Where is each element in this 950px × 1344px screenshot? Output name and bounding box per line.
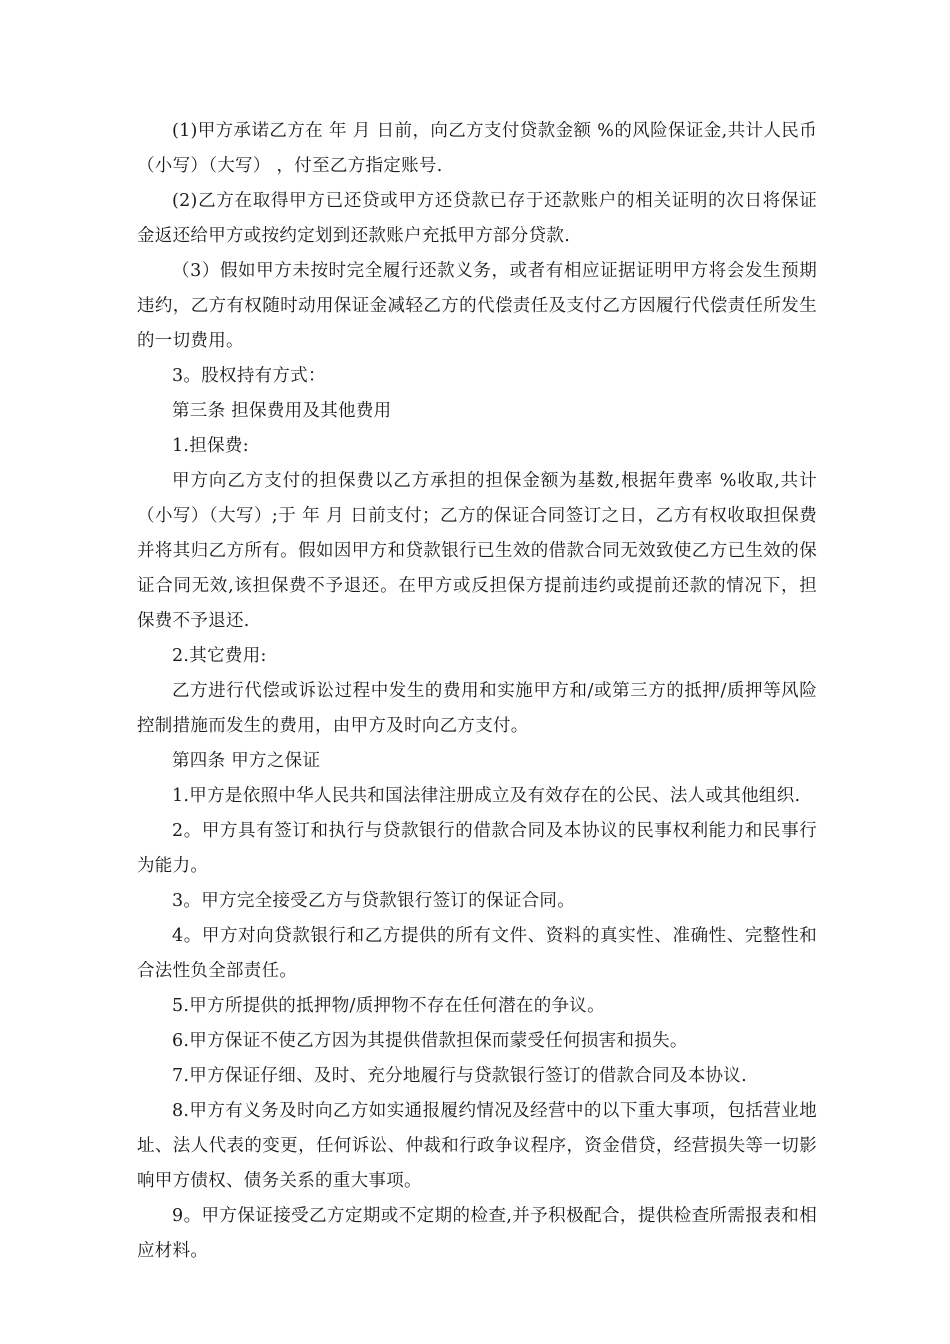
warranty-item-9: 9。甲方保证接受乙方定期或不定期的检查,并予积极配合，提供检查所需报表和相应材料。	[137, 1206, 817, 1261]
paragraph-guarantee-fee: 甲方向乙方支付的担保费以乙方承担的担保金额为基数,根据年费率 %收取,共计（小写）（大写）;于 年 月 日前支付；乙方的保证合同签订之日，乙方有权收取担保费并将其归乙方所有。假如因甲方和贷款银行已生效的借款合同无效致使乙方已生效的保证合同无效,该担保费不予退还。在甲方或反担保方提前违约或提前还款的情况下，担保费不予退还.	[137, 471, 817, 631]
paragraph-deposit-return: (2)乙方在取得甲方已还贷或甲方还贷款已存于还款账户的相关证明的次日将保证金返还给甲方或按约定划到还款账户充抵甲方部分贷款.	[137, 191, 817, 246]
guarantee-fee-heading: 1.担保费:	[172, 436, 249, 456]
warranty-item-1: 1.甲方是依照中华人民共和国法律注册成立及有效存在的公民、法人或其他组织.	[172, 786, 801, 806]
document-body	[137, 114, 817, 1269]
paragraph-equity-holding: 3。股权持有方式：	[172, 366, 326, 386]
article-4-heading: 第四条 甲方之保证	[172, 751, 321, 771]
paragraph-other-fees: 乙方进行代偿或诉讼过程中发生的费用和实施甲方和/或第三方的抵押/质押等风险控制措施而发生的费用，由甲方及时向乙方支付。	[137, 681, 817, 736]
paragraph-deposit-commitment: (1)甲方承诺乙方在 年 月 日前，向乙方支付贷款金额 %的风险保证金,共计人民币（小写）（大写） ，付至乙方指定账号.	[137, 121, 817, 176]
warranty-item-7: 7.甲方保证仔细、及时、充分地履行与贷款银行签订的借款合同及本协议.	[172, 1066, 747, 1086]
paragraph-deposit-use: （3）假如甲方未按时完全履行还款义务，或者有相应证据证明甲方将会发生预期违约，乙方有权随时动用保证金减轻乙方的代偿责任及支付乙方因履行代偿责任所发生的一切费用。	[137, 261, 817, 351]
warranty-item-5: 5.甲方所提供的抵押物/质押物不存在任何潜在的争议。	[172, 996, 605, 1016]
warranty-item-4: 4。甲方对向贷款银行和乙方提供的所有文件、资料的真实性、准确性、完整性和合法性负全部责任。	[137, 926, 817, 981]
other-fees-heading: 2.其它费用:	[172, 646, 267, 666]
warranty-item-3: 3。甲方完全接受乙方与贷款银行签订的保证合同。	[172, 891, 576, 911]
warranty-item-6: 6.甲方保证不使乙方因为其提供借款担保而蒙受任何损害和损失。	[172, 1031, 688, 1051]
warranty-item-8: 8.甲方有义务及时向乙方如实通报履约情况及经营中的以下重大事项，包括营业地址、法人代表的变更，任何诉讼、仲裁和行政争议程序，资金借贷，经营损失等一切影响甲方债权、债务关系的重大事项。	[137, 1101, 817, 1191]
warranty-item-2: 2。甲方具有签订和执行与贷款银行的借款合同及本协议的民事权利能力和民事行为能力。	[137, 821, 817, 876]
article-3-heading: 第三条 担保费用及其他费用	[172, 401, 392, 421]
